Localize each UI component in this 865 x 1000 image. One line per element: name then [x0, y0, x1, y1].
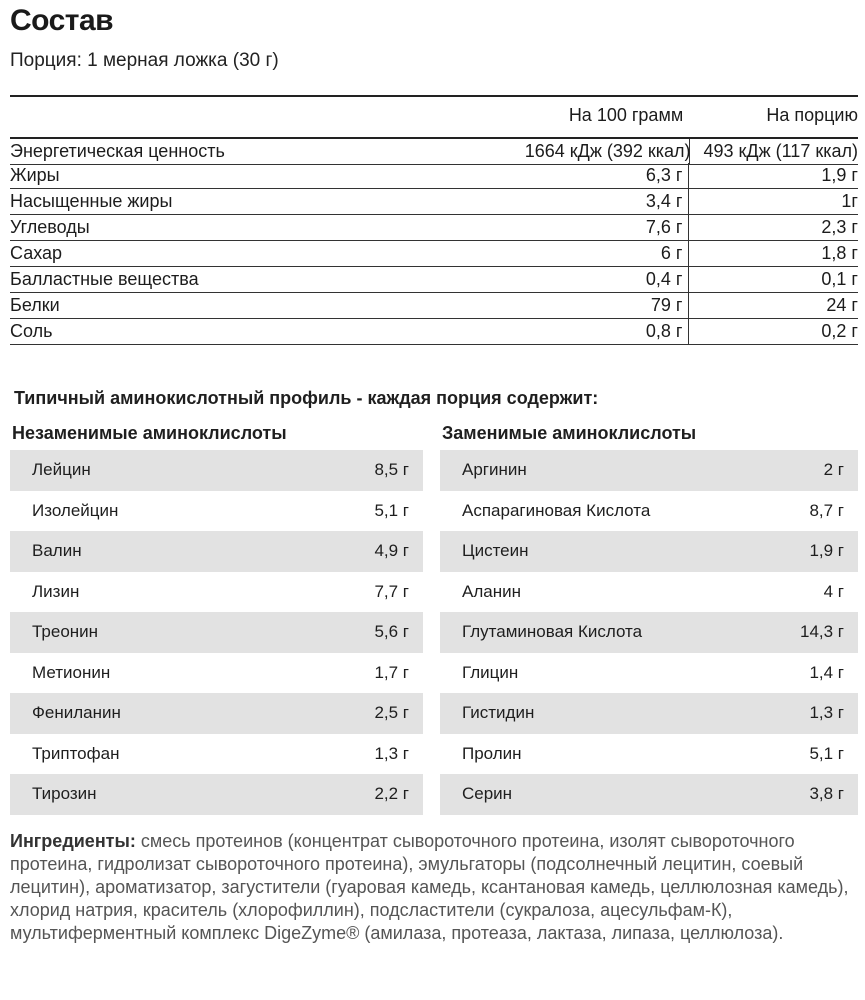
nonessential-amino-value: 3,8 г — [809, 784, 844, 804]
nonessential-amino-value: 1,9 г — [809, 541, 844, 561]
essential-amino-name: Триптофан — [32, 743, 120, 763]
nonessential-amino-name: Глутаминовая Кислота — [462, 622, 643, 642]
essential-amino-name: Метионин — [32, 662, 111, 682]
nonessential-amino-name: Глицин — [462, 662, 519, 682]
essential-amino-row — [10, 612, 423, 653]
nonessential-amino-row — [440, 612, 858, 653]
essential-amino-row — [10, 653, 423, 694]
nutrition-name: Энергетическая ценность — [10, 141, 225, 161]
nonessential-amino-value: 1,3 г — [809, 703, 844, 723]
ingredients-label: Ингредиенты: — [10, 831, 136, 851]
nutrition-portion-value: 2,3 г — [821, 217, 858, 237]
essential-amino-name: Валин — [32, 541, 82, 561]
nonessential-amino-name: Пролин — [462, 743, 522, 763]
nutrition-per100-value: 6,3 г — [526, 163, 690, 188]
essential-amino-row — [10, 531, 423, 572]
nutrition-row — [10, 293, 858, 319]
divider — [10, 95, 858, 97]
nutrition-header — [10, 103, 858, 129]
nutrition-row — [10, 267, 858, 293]
nutrition-per100-value: 79 г — [526, 293, 690, 318]
nonessential-amino-name: Серин — [462, 784, 513, 804]
nutrition-portion-value: 0,2 г — [821, 321, 858, 341]
essential-amino-row — [10, 734, 423, 775]
nutrition-portion-value: 1,9 г — [821, 165, 858, 185]
nutrition-row — [10, 163, 858, 189]
nutrition-per100-value: 6 г — [526, 241, 690, 266]
nutrition-name: Балластные вещества — [10, 269, 199, 289]
nonessential-amino-name: Аспарагиновая Кислота — [462, 500, 651, 520]
nutrition-row — [10, 215, 858, 241]
essential-amino-row — [10, 450, 423, 491]
nutrition-per100-value: 7,6 г — [526, 215, 690, 240]
essential-amino-name: Изолейцин — [32, 500, 119, 520]
nonessential-amino-list — [440, 450, 858, 815]
nonessential-amino-row — [440, 653, 858, 694]
essential-amino-value: 2,2 г — [374, 784, 409, 804]
essential-amino-name: Лизин — [32, 581, 80, 601]
essential-amino-value: 1,7 г — [374, 662, 409, 682]
nonessential-amino-title: Заменимые аминоклислоты — [442, 423, 697, 443]
nonessential-amino-row — [440, 491, 858, 532]
ingredients-text: смесь протеинов (концентрат сывороточного протеина, изолят сывороточного протеина, гидролизат сывороточного протеина), эмульгаторы (подсолнечный лецитин, соевый лецитин), ароматизатор, загустители (гуаровая камедь, ксантановая камедь, целлюлозная камедь), хлорид натрия, краситель (хлорофиллин), подсластители (сукралоза, ацесульфам-К), мультиферментный комплекс DigeZyme® (амилаза, протеаза, лактаза, липаза, целлюлоза). — [10, 831, 849, 943]
essential-amino-title: Незаменимые аминоклислоты — [12, 423, 287, 443]
essential-amino-list — [10, 450, 423, 815]
nonessential-amino-value: 1,4 г — [809, 662, 844, 682]
nutrition-portion-value: 493 кДж (117 ккал) — [703, 141, 858, 161]
nutrition-per100-value: 1664 кДж (392 ккал) — [525, 139, 690, 164]
nonessential-amino-value: 5,1 г — [809, 743, 844, 763]
page-title: Состав — [10, 4, 114, 37]
portion-size: Порция: 1 мерная ложка (30 г) — [10, 50, 279, 71]
essential-amino-value: 5,1 г — [374, 500, 409, 520]
nutrition-row — [10, 241, 858, 267]
nonessential-amino-row — [440, 734, 858, 775]
nutrition-portion-value: 1,8 г — [821, 243, 858, 263]
ingredients — [10, 830, 860, 945]
essential-amino-name: Лейцин — [32, 460, 91, 480]
nutrition-name: Соль — [10, 321, 53, 341]
nutrition-name: Белки — [10, 295, 60, 315]
nonessential-amino-row — [440, 572, 858, 613]
nonessential-amino-name: Гистидин — [462, 703, 535, 723]
nutrition-portion-value: 24 г — [826, 295, 858, 315]
nutrition-row — [10, 319, 858, 345]
nutrition-row — [10, 137, 858, 165]
amino-heading: Типичный аминокислотный профиль - каждая порция содержит: — [14, 388, 599, 408]
essential-amino-value: 7,7 г — [374, 581, 409, 601]
essential-amino-name: Треонин — [32, 622, 99, 642]
essential-amino-row — [10, 774, 423, 815]
nonessential-amino-name: Цистеин — [462, 541, 529, 561]
nutrition-per100-value: 0,8 г — [526, 319, 690, 344]
nonessential-amino-row — [440, 531, 858, 572]
nonessential-amino-name: Аланин — [462, 581, 521, 601]
essential-amino-value: 2,5 г — [374, 703, 409, 723]
nonessential-amino-value: 4 г — [823, 581, 844, 601]
nonessential-amino-row — [440, 450, 858, 491]
essential-amino-row — [10, 572, 423, 613]
nutrition-name: Жиры — [10, 165, 60, 185]
nutrition-per100-value: 0,4 г — [526, 267, 690, 292]
essential-amino-name: Тирозин — [32, 784, 97, 804]
nonessential-amino-value: 14,3 г — [799, 622, 844, 642]
nonessential-amino-value: 8,7 г — [809, 500, 844, 520]
essential-amino-name: Фениланин — [32, 703, 121, 723]
nutrition-per100-value: 3,4 г — [526, 189, 690, 214]
nutrition-col-portion: На порцию — [766, 105, 858, 125]
nutrition-portion-value: 0,1 г — [821, 269, 858, 289]
nonessential-amino-row — [440, 774, 858, 815]
essential-amino-value: 4,9 г — [374, 541, 409, 561]
nutrition-col-per100: На 100 грамм — [568, 105, 684, 125]
nonessential-amino-name: Аргинин — [462, 460, 527, 480]
nonessential-amino-value: 2 г — [823, 460, 844, 480]
nutrition-row — [10, 189, 858, 215]
nutrition-name: Сахар — [10, 243, 63, 263]
nutrition-name: Насыщенные жиры — [10, 191, 173, 211]
essential-amino-value: 5,6 г — [374, 622, 409, 642]
essential-amino-value: 8,5 г — [374, 460, 409, 480]
nonessential-amino-row — [440, 693, 858, 734]
essential-amino-row — [10, 693, 423, 734]
essential-amino-row — [10, 491, 423, 532]
nutrition-name: Углеводы — [10, 217, 90, 237]
essential-amino-value: 1,3 г — [374, 743, 409, 763]
nutrition-portion-value: 1г — [841, 191, 858, 211]
